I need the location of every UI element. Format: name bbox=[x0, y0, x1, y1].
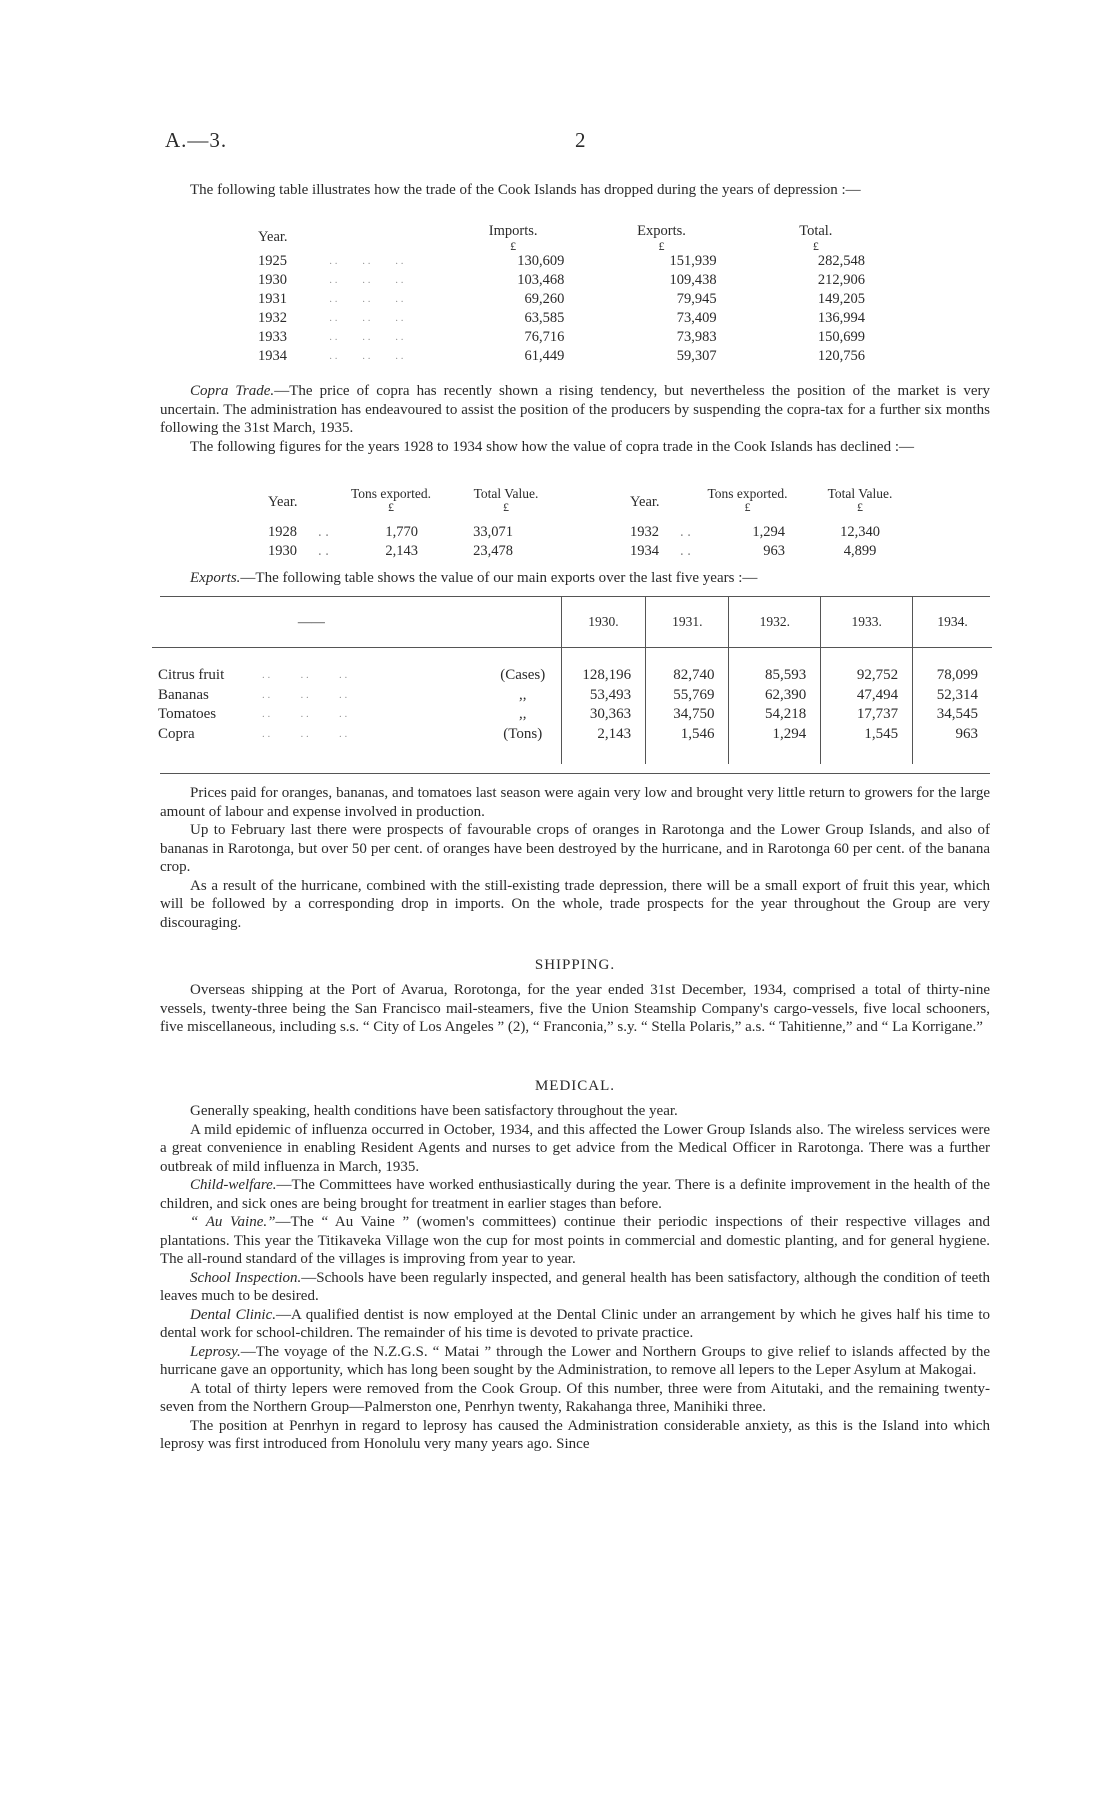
shipping-text: Overseas shipping at the Port of Avarua, Rorotonga, for the year ended 31st December, 1934, comprised a total of thirty-nine vessels, twenty-three being the San Francisco mail-steamers, five the Union Steamship Company's cargo-vessels, five local schooners, five miscellaneous, including s.s. “ City of Los Angeles ” (2), “ Franconia,” s.y. “ Stella Polaris,” a.s. “ Tahitienne,” and “ La Korrigane.” bbox=[160, 982, 990, 1035]
trade-total: 149,205 bbox=[817, 291, 865, 307]
trade-imports: 61,449 bbox=[524, 348, 565, 364]
exports-value: 34,750 bbox=[646, 705, 729, 725]
penrhyn-para: The position at Penrhyn in regard to leprosy has caused the Administration considerable anxiety, as this is the Island into which leprosy was first introduced from Honolulu very many years ago. Since bbox=[160, 1417, 990, 1452]
copra-year: 1930 bbox=[268, 543, 297, 559]
trade-imports: 69,260 bbox=[524, 291, 565, 307]
trade-leader: . . . . . . bbox=[329, 293, 404, 305]
exports-leader: . . . . . . bbox=[262, 708, 348, 720]
copra-section bbox=[160, 382, 990, 456]
exports-item-cell bbox=[152, 686, 561, 706]
copra-leader: . . bbox=[318, 524, 329, 540]
exports-row bbox=[152, 725, 992, 745]
trade-total: 136,994 bbox=[817, 310, 865, 326]
trade-total: 212,906 bbox=[817, 272, 865, 288]
exports-item-cell bbox=[152, 666, 561, 686]
exports-value: 17,737 bbox=[821, 705, 913, 725]
copra-year: 1934 bbox=[630, 543, 659, 559]
exports-item-cell bbox=[152, 725, 561, 745]
trade-leader: . . . . . . bbox=[329, 331, 404, 343]
copra-title: Copra Trade. bbox=[190, 383, 275, 399]
exports-value: 92,752 bbox=[821, 666, 913, 686]
dental-clinic-title: Dental Clinic. bbox=[190, 1306, 276, 1323]
page-number: 2 bbox=[575, 128, 586, 152]
school-inspection-text: —Schools have been regularly inspected, and general health has been satisfactory, although the condition of teeth leaves much to be desired. bbox=[160, 1269, 990, 1304]
copra-header-year-right: Year. bbox=[630, 494, 660, 510]
exports-title: Exports. bbox=[190, 570, 241, 586]
exports-table bbox=[152, 597, 992, 764]
shipping-section bbox=[160, 981, 990, 1037]
exports-unit: (Cases) bbox=[500, 667, 546, 683]
exports-header-1930: 1930. bbox=[561, 597, 645, 648]
exports-header-1933: 1933. bbox=[821, 597, 913, 648]
trade-leader: . . . . . . bbox=[329, 255, 404, 267]
copra-tons: 1,770 bbox=[385, 524, 418, 540]
trade-row bbox=[258, 271, 893, 290]
exports-header-blank: —— bbox=[152, 597, 561, 648]
trade-row bbox=[258, 347, 893, 366]
exports-row bbox=[152, 666, 992, 686]
exports-row bbox=[152, 686, 992, 706]
trade-year: 1932 bbox=[258, 310, 287, 326]
trade-imports: 130,609 bbox=[517, 253, 565, 269]
copra-header-tons-left: Tons exported. £ bbox=[350, 486, 432, 514]
trade-exports: 79,945 bbox=[676, 291, 717, 307]
trade-total: 282,548 bbox=[817, 253, 865, 269]
copra-header-value-left: Total Value. £ bbox=[473, 486, 539, 514]
exports-item: Copra bbox=[158, 725, 195, 742]
exports-value: 82,740 bbox=[646, 666, 729, 686]
medical-heading: MEDICAL. bbox=[534, 1078, 616, 1094]
trade-exports: 59,307 bbox=[676, 348, 717, 364]
trade-year: 1934 bbox=[258, 348, 287, 364]
copra-header-value-right: Total Value. £ bbox=[827, 486, 893, 514]
exports-row bbox=[152, 705, 992, 725]
fruit-paragraphs bbox=[160, 784, 990, 932]
copra-value: 12,340 bbox=[840, 524, 880, 540]
trade-intro bbox=[160, 181, 990, 200]
trade-leader: . . . . . . bbox=[329, 312, 404, 324]
trade-table bbox=[258, 222, 893, 366]
trade-year: 1930 bbox=[258, 272, 287, 288]
exports-item-cell bbox=[152, 705, 561, 725]
trade-year: 1925 bbox=[258, 253, 287, 269]
au-vaine-text: —The “ Au Vaine ” (women's committees) continue their periodic inspections of their respective villages and plantations. This year the Titikaveka Village won the cup for most points in commercial and domestic planting, and for general hygiene. The all-round standard of the villages is improving from year to year. bbox=[160, 1214, 991, 1267]
trade-row bbox=[258, 328, 893, 347]
child-welfare-text: —The Committees have worked enthusiastically during the year. There is a definite improvement in the health of the children, and sick ones are being brought for treatment in earlier stages than before. bbox=[160, 1177, 990, 1212]
trade-imports: 103,468 bbox=[517, 272, 565, 288]
trade-imports: 76,716 bbox=[524, 329, 565, 345]
trade-total: 150,699 bbox=[817, 329, 865, 345]
trade-imports: 63,585 bbox=[524, 310, 565, 326]
exports-value: 1,545 bbox=[821, 725, 913, 745]
exports-item: Tomatoes bbox=[158, 706, 217, 722]
exports-unit: (Tons) bbox=[503, 725, 543, 742]
exports-leader: . . . . . . bbox=[262, 688, 348, 701]
copra-tons: 1,294 bbox=[752, 524, 785, 540]
exports-value: 53,493 bbox=[561, 686, 645, 706]
trade-header-exports: Exports. £ bbox=[637, 223, 686, 253]
copra-leader: . . bbox=[318, 543, 329, 559]
copra-text-2: The following figures for the years 1928 to 1934 show how the value of copra trade in the Cook Islands has declined :— bbox=[190, 438, 914, 455]
copra-leader: . . bbox=[680, 524, 691, 540]
exports-value: 54,218 bbox=[729, 705, 821, 725]
trade-exports: 73,409 bbox=[676, 310, 717, 326]
trade-leader: . . . . . . bbox=[329, 350, 404, 362]
copra-value: 4,899 bbox=[843, 543, 877, 559]
exports-header-1931: 1931. bbox=[646, 597, 729, 648]
exports-value: 62,390 bbox=[729, 686, 821, 706]
fruit-prices-para: Prices paid for oranges, bananas, and tomatoes last season were again very low and brought very little return to growers for the large amount of labour and expense involved in production. bbox=[160, 785, 990, 820]
trade-header-total: Total. £ bbox=[799, 223, 833, 253]
copra-header-year-left: Year. bbox=[268, 494, 298, 510]
exports-item: Bananas bbox=[158, 686, 209, 703]
medical-influenza: A mild epidemic of influenza occurred in October, 1934, and this affected the Lower Group Islands also. The wireless services were a great convenience in enabling Resident Agents and nurses to get advice from the Medical Officer in Rarotonga. There was a further outbreak of mild influenza in March, 1935. bbox=[160, 1121, 990, 1175]
trade-header-imports: Imports. £ bbox=[488, 223, 538, 253]
copra-value: 23,478 bbox=[473, 543, 513, 559]
dental-clinic-text: —A qualified dentist is now employed at the Dental Clinic under an arrangement by which he gives half his time to dental work for school-children. The remainder of his time is devoted to private practice. bbox=[160, 1306, 990, 1341]
exports-value: 30,363 bbox=[561, 705, 645, 725]
au-vaine-title: “ Au Vaine.” bbox=[190, 1214, 276, 1230]
exports-value: 2,143 bbox=[561, 725, 645, 745]
exports-leader: . . . . . . bbox=[262, 669, 348, 681]
exports-value: 34,545 bbox=[913, 705, 992, 725]
exports-leader: . . . . . . bbox=[262, 727, 348, 740]
exports-value: 47,494 bbox=[821, 686, 913, 706]
trade-row bbox=[258, 290, 893, 309]
copra-value: 33,071 bbox=[473, 524, 513, 540]
copra-year: 1928 bbox=[268, 524, 297, 540]
trade-header-year: Year. bbox=[258, 229, 288, 245]
fruit-prospects-para: Up to February last there were prospects of favourable crops of oranges in Rarotonga and the Lower Group Islands, and also of bananas in Rarotonga, but over 50 per cent. of oranges have been destroyed by the hurricane, and in Rarotonga 60 per cent. of the banana crop. bbox=[160, 822, 990, 875]
page-reference: A.—3. bbox=[165, 128, 228, 152]
copra-tons: 2,143 bbox=[385, 543, 418, 559]
copra-text: —The price of copra has recently shown a rising tendency, but nevertheless the position of the market is very uncertain. The administration has endeavoured to assist the position of the producers by suspending the copra-tax for a further six months following the 31st March, 1935. bbox=[160, 383, 990, 436]
medical-section bbox=[160, 1102, 990, 1454]
trade-year: 1933 bbox=[258, 329, 287, 345]
shipping-heading: SHIPPING. bbox=[534, 957, 616, 973]
trade-exports: 109,438 bbox=[669, 272, 717, 288]
exports-intro bbox=[160, 569, 990, 588]
trade-exports: 151,939 bbox=[669, 253, 717, 269]
trade-year: 1931 bbox=[258, 291, 287, 307]
exports-value: 52,314 bbox=[913, 686, 992, 706]
lepers-removed-para: A total of thirty lepers were removed from the Cook Group. Of this number, three were from Aitutaki, and the remaining twenty-seven from the Northern Group—Palmerston one, Penrhyn twenty, Rakahanga three, Manihiki three. bbox=[160, 1380, 990, 1415]
trade-intro-text: The following table illustrates how the trade of the Cook Islands has dropped during the years of depression :— bbox=[190, 182, 861, 198]
exports-value: 128,196 bbox=[561, 666, 645, 686]
exports-value: 1,546 bbox=[646, 725, 729, 745]
school-inspection-title: School Inspection. bbox=[190, 1269, 302, 1286]
copra-tons: 963 bbox=[763, 543, 785, 559]
trade-row bbox=[258, 309, 893, 328]
leprosy-title: Leprosy. bbox=[190, 1343, 241, 1360]
trade-leader: . . . . . . bbox=[329, 274, 404, 286]
exports-value: 963 bbox=[913, 725, 992, 745]
exports-unit: ,, bbox=[519, 706, 527, 722]
exports-table-rule-bottom bbox=[160, 773, 990, 774]
trade-total: 120,756 bbox=[817, 348, 865, 364]
exports-item: Citrus fruit bbox=[158, 667, 225, 683]
exports-unit: ,, bbox=[519, 686, 527, 703]
trade-row bbox=[258, 252, 893, 271]
child-welfare-title: Child-welfare. bbox=[190, 1177, 277, 1193]
exports-header-1934: 1934. bbox=[913, 597, 992, 648]
exports-value: 55,769 bbox=[646, 686, 729, 706]
exports-header-1932: 1932. bbox=[729, 597, 821, 648]
copra-leader: . . bbox=[680, 543, 691, 559]
exports-value: 85,593 bbox=[729, 666, 821, 686]
leprosy-text: —The voyage of the N.Z.G.S. “ Matai ” through the Lower and Northern Groups to give relief to islands affected by the hurricane gave an opportunity, which has long been sought by the Administration, to remove all lepers to the Leper Asylum at Makogai. bbox=[160, 1343, 990, 1378]
copra-year: 1932 bbox=[630, 524, 659, 540]
copra-header-tons-right: Tons exported. £ bbox=[707, 486, 788, 514]
medical-general: Generally speaking, health conditions have been satisfactory throughout the year. bbox=[190, 1103, 678, 1119]
exports-value: 1,294 bbox=[729, 725, 821, 745]
exports-value: 78,099 bbox=[913, 666, 992, 686]
exports-intro-text: —The following table shows the value of our main exports over the last five years :— bbox=[240, 570, 758, 586]
trade-exports: 73,983 bbox=[676, 329, 717, 345]
fruit-hurricane-para: As a result of the hurricane, combined with the still-existing trade depression, there will be a small export of fruit this year, which will be followed by a corresponding drop in imports. On the whole, trade prospects for the year throughout the Group are very discouraging. bbox=[160, 877, 990, 931]
